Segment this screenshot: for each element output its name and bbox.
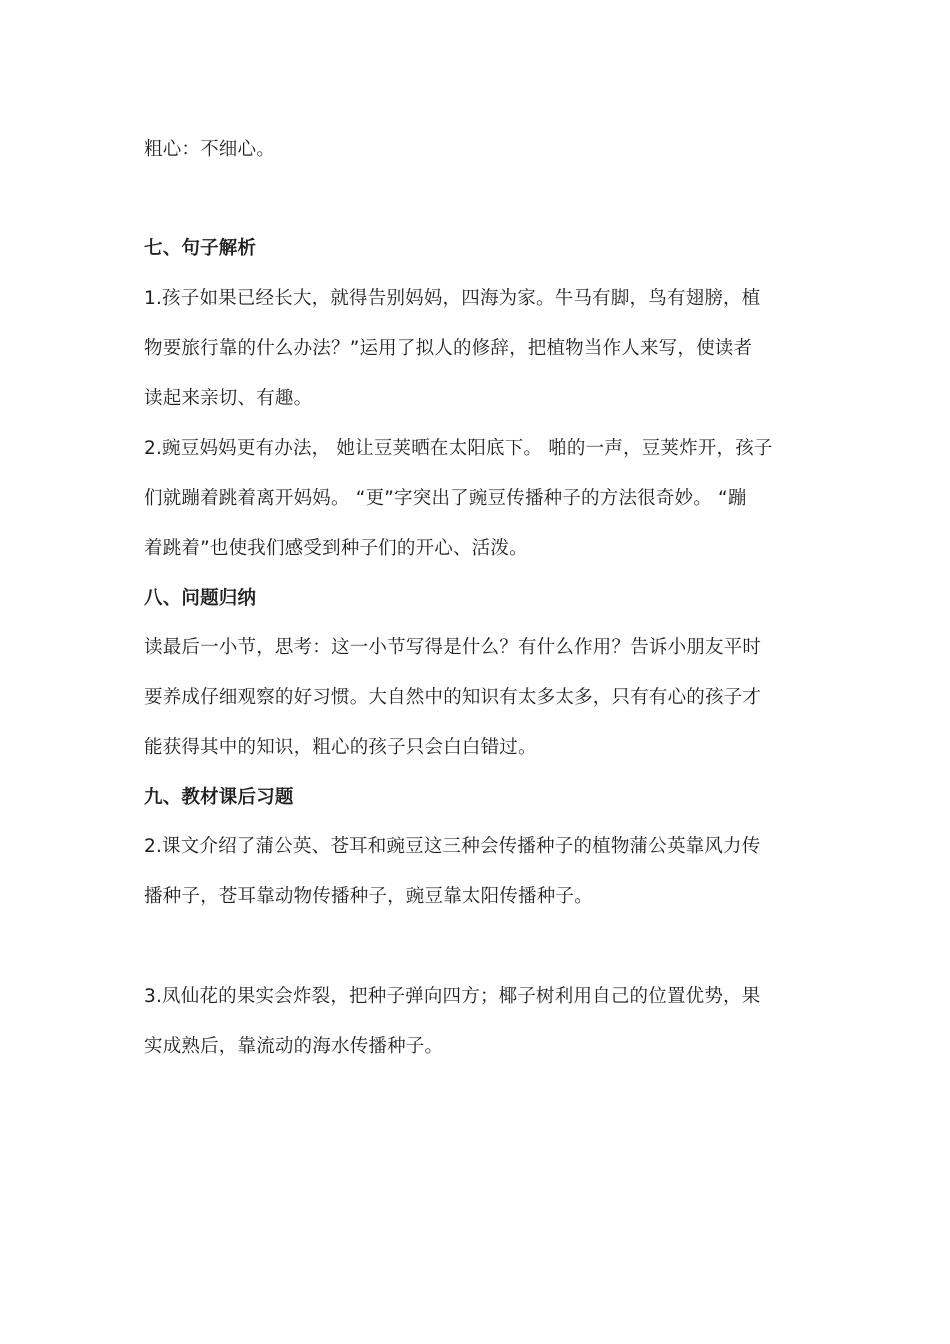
section-8-line-2: 要养成仔细观察的好习惯。大自然中的知识有太多太多，只有有心的孩子才 <box>144 687 762 708</box>
section-8-heading: 八、问题归纳 <box>144 588 257 609</box>
section-9-item-2-line-2: 播种子，苍耳靠动物传播种子，豌豆靠太阳传播种子。 <box>144 886 593 907</box>
section-9-item-3-line-2: 实成熟后，靠流动的海水传播种子。 <box>144 1036 444 1057</box>
section-7-item-2-line-3: 着跳着”也使我们感受到种子们的开心、活泼。 <box>144 538 528 559</box>
section-7-item-2-line-2: 们就蹦着跳着离开妈妈。 “更”字突出了豌豆传播种子的方法很奇妙。 “蹦 <box>144 488 747 509</box>
definition-line: 粗心：不细心。 <box>144 139 275 160</box>
section-7-item-1-line-2: 物要旅行靠的什么办法？”运用了拟人的修辞，把植物当作人来写，使读者 <box>144 338 753 359</box>
section-9-heading: 九、教材课后习题 <box>144 787 294 808</box>
section-7-item-1-line-1: 1.孩子如果已经长大，就得告别妈妈，四海为家。牛马有脚，鸟有翅膀，植 <box>144 288 761 309</box>
section-7-heading: 七、句子解析 <box>144 238 257 259</box>
section-9-item-3-line-1: 3.凤仙花的果实会炸裂，把种子弹向四方；椰子树利用自己的位置优势，果 <box>144 986 761 1007</box>
section-9-item-2-line-1: 2.课文介绍了蒲公英、苍耳和豌豆这三种会传播种子的植物蒲公英靠风力传 <box>144 836 761 857</box>
section-7-item-1-line-3: 读起来亲切、有趣。 <box>144 388 313 409</box>
section-8-line-3: 能获得其中的知识，粗心的孩子只会白白错过。 <box>144 737 537 758</box>
section-7-item-2-line-1: 2.豌豆妈妈更有办法， 她让豆荚晒在太阳底下。 啪的一声，豆荚炸开，孩子 <box>144 438 773 459</box>
section-8-line-1: 读最后一小节，思考：这一小节写得是什么？有什么作用？告诉小朋友平时 <box>144 637 762 658</box>
